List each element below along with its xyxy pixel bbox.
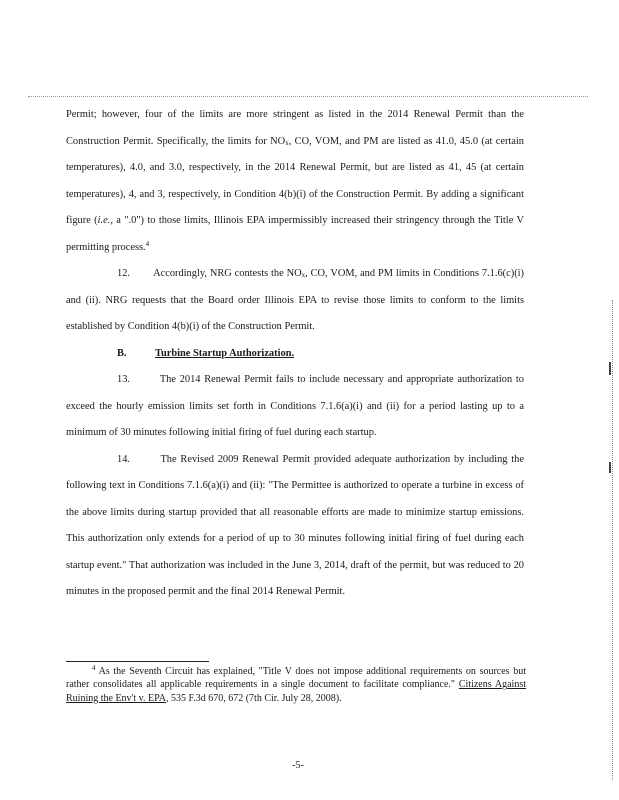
section-title: Turbine Startup Authorization. bbox=[155, 347, 295, 359]
scan-dotted-edge-right bbox=[612, 300, 613, 780]
footnote: $^4$ As the Seventh Circuit has explained, "Title V does not impose additional requirements on sources but rather consolidates all applicable requirements in a single document to facilitate compliance." Citizens Against Ruining the Env't v. EPA, 535 F.3d 670, 672 (7th Cir. July 28, 2008). bbox=[66, 664, 527, 704]
case-citation: Citizens Against Ruining the Env't v. EPA bbox=[66, 679, 526, 704]
footnote-separator bbox=[66, 661, 209, 662]
scan-dotted-edge-top bbox=[28, 96, 588, 97]
footnote-reference[interactable]: 4 bbox=[145, 239, 150, 248]
footnote-marker: 4 bbox=[92, 664, 96, 672]
document-body bbox=[66, 102, 524, 606]
carryover-paragraph: Permit; however, four of the limits are more stringent as listed in the 2014 Renewal Permit than the Construction Permit. Specifically, the limits for $NO_x$, CO, VOM, and PM are listed as 41.0, 45.0 (at certain temperatures), 4.0, and 3.0, respectively, in the 2014 Renewal Permit, but are listed as 41, 45 (at certain temperatures), 4, and 3, respectively, in Condition 4(b)(i) of the Construction Permit. By adding a significant figure (i.e., a ".0") to those limits, Illinois EPA impermissibly increased their stringency through the Title V permitting process.$^4$ bbox=[66, 109, 524, 253]
paragraph-number: 14. bbox=[117, 453, 130, 465]
scan-mark bbox=[609, 462, 611, 473]
paragraph-12: 12. Accordingly, NRG contests the $NO_x$, CO, VOM, and PM limits in Conditions 7.1.6(c)(i) and (ii). NRG requests that the Board order Illinois EPA to revise those limits to conform to the limits established by Condition 4(b)(i) of the Construction Permit. bbox=[66, 268, 525, 332]
paragraph-14: 14. The Revised 2009 Renewal Permit provided adequate authorization by including the following text in Conditions 7.1.6(a)(i) and (ii): "The Permittee is authorized to operate a turbine in excess of the above limits during startup provided that all reasonable efforts are made to minimize startup emissions. This authorization only extends for a period of up to 30 minutes following initial firing of fuel during each startup event." That authorization was included in the June 3, 2014, draft of the permit, but was reduced to 20 minutes in the proposed permit and the final 2014 Renewal Permit. bbox=[66, 453, 524, 597]
page-number: -5- bbox=[292, 760, 304, 771]
paragraph-number: 13. bbox=[117, 374, 130, 385]
section-heading-b bbox=[66, 341, 524, 368]
paragraph-13: 13. The 2014 Renewal Permit fails to include necessary and appropriate authorization to exceed the hourly emission limits set forth in Conditions 7.1.6(a)(i) and (ii) for a period lasting up to a minimum of 30 minutes following initial firing of fuel during each startup. bbox=[66, 374, 524, 438]
section-label: B. bbox=[117, 347, 127, 359]
scan-mark bbox=[609, 362, 611, 375]
paragraph-number: 12. bbox=[117, 268, 130, 279]
